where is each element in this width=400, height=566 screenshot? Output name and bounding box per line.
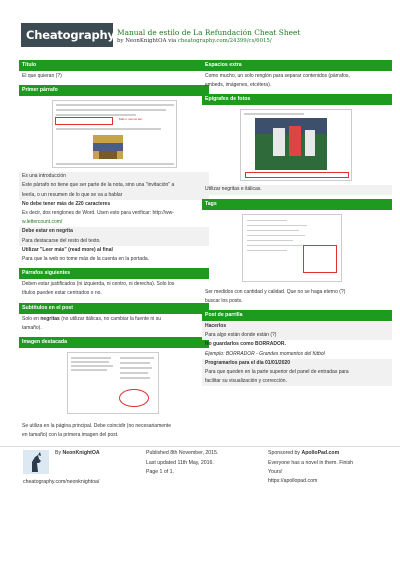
- section-titulo: [19, 60, 209, 81]
- tags-text: buscar los posts.: [205, 297, 243, 304]
- subtitulos-text: tamaño).: [22, 324, 42, 331]
- text-line: [71, 365, 113, 367]
- epigrafes-text: Utilizar negritas e itálicas.: [202, 185, 392, 194]
- rule-text: leerla, o un resumen de lo que se va a hablar: [19, 191, 209, 200]
- espacios-text: embeds, imágenes, etcétera).: [205, 82, 272, 89]
- author-avatar: [23, 450, 49, 474]
- section-header-subtitulos: Subtítulos en el post: [19, 303, 209, 314]
- text-line: [120, 377, 150, 379]
- bold-word: negritas: [40, 315, 60, 322]
- rule-text: Este párrafo no tiene que ser parte de la nota, sino una "invitación" a: [19, 181, 209, 190]
- rule-title: Hacerlos: [202, 322, 392, 331]
- text-line: [71, 361, 109, 363]
- rule-title: No debe tener más de 220 caracteres: [22, 200, 111, 207]
- rule-title: Es una introducción: [19, 172, 209, 181]
- rule-text: Para algo están donde están (?): [202, 331, 392, 340]
- tags-screenshot: [242, 214, 342, 282]
- lettercount-link[interactable]: w.lettercount.com/: [22, 219, 63, 226]
- author-profile-link[interactable]: cheatography.com/neonknightoa/: [23, 479, 100, 485]
- subtitulos-text: Solo en negritas (no utilizar itálicas, no cambiar la fuente ni su: [22, 315, 161, 322]
- text-line: [247, 230, 299, 232]
- text-line: [71, 369, 107, 371]
- text-line: [56, 128, 161, 130]
- sheet-url-link[interactable]: cheatography.com/24399/cs/6015/: [177, 38, 272, 44]
- titulo-text: El que quieran (?): [22, 73, 62, 79]
- right-column: [202, 60, 392, 386]
- rule-text: Para destacarse del resto del texto.: [19, 237, 209, 246]
- page-header: [0, 0, 400, 58]
- left-column: [19, 60, 209, 440]
- espacios-text: Como mucho, un solo renglón para separar contenidos (párrafos,: [205, 73, 350, 79]
- highlight-box: [55, 117, 113, 125]
- text-line: [247, 245, 302, 247]
- subtitle-prefix: by NeonKnightOA via: [117, 38, 178, 44]
- section-header-epigrafes: Epígrafes de fotos: [202, 94, 392, 105]
- knight-avatar-icon: [23, 450, 49, 474]
- section-tags: [202, 199, 392, 306]
- updated-date: Last updated 11th May, 2016.: [146, 460, 214, 466]
- football-photo: [255, 118, 327, 170]
- section-primer-parrafo: [19, 85, 209, 264]
- sponsor-prefix: Sponsored by: [268, 450, 302, 456]
- text-line: [120, 357, 154, 359]
- inline-photo: [93, 135, 123, 159]
- section-header-tags: Tags: [202, 199, 392, 210]
- section-header-primer-parrafo: Primer párrafo: [19, 85, 209, 96]
- cheatography-logo[interactable]: Cheatography: [21, 23, 113, 47]
- parrafos-text: títulos pueden estar centrados o no.: [22, 290, 102, 297]
- text-line: [247, 250, 287, 252]
- section-epigrafes: [202, 94, 392, 194]
- annotation-text: Más o menos así:: [119, 117, 143, 122]
- imagen-text: en tamaño) con la primera imagen del post.: [22, 432, 119, 439]
- section-imagen-destacada: [19, 337, 209, 440]
- parrafos-text: Deben estar justificados (ni izquierda, ni centro, ni derecha). Solo los: [22, 281, 175, 288]
- imagen-text: Se utiliza en la página principal. Debe coincidir (no necesariamente: [22, 423, 171, 430]
- text-line: [120, 372, 148, 374]
- caption-highlight: [245, 172, 349, 178]
- text-line: [56, 114, 136, 116]
- author-prefix: By: [55, 450, 63, 456]
- text-line: [56, 163, 174, 165]
- text-line: [247, 225, 307, 227]
- rule-title: Utilizar "Leer más" (read more) al final: [22, 246, 113, 253]
- section-espacios-extra: [202, 60, 392, 90]
- editor-screenshot: [52, 100, 177, 168]
- author-name[interactable]: NeonKnightOA: [62, 450, 100, 456]
- featured-image-screenshot: [67, 352, 159, 414]
- sponsor-text: Everyone has a novel in them. Finish: [268, 460, 354, 466]
- text-line: [247, 235, 305, 237]
- rule-title: No guardarlos como BORRADOR.: [205, 341, 286, 348]
- rule-text: [19, 209, 209, 218]
- rule-title: Debe estar en negrita: [19, 227, 209, 236]
- section-header-imagen-destacada: Imagen destacada: [19, 337, 209, 348]
- section-subtitulos: [19, 303, 209, 333]
- sheet-title: Manual de estilo de La Refundación Cheat Sheet: [117, 28, 301, 37]
- primer-parrafo-rows: [19, 172, 209, 264]
- section-header-espacios-extra: Espacios extra: [202, 60, 392, 71]
- rule-text: Para que queden en la parte superior del panel de entradas para: [202, 368, 392, 377]
- sponsor-line: [268, 450, 339, 458]
- sponsor-link[interactable]: https://apollopad.com: [268, 478, 318, 484]
- highlight-circle: [119, 389, 149, 407]
- text-line: [247, 240, 293, 242]
- tags-text: Ser medidos con cantidad y calidad. Que no se haga eterno (?): [205, 288, 346, 295]
- rule-title: Programarlos para el día 01/01/2020: [202, 359, 392, 368]
- text-line: [120, 362, 150, 364]
- rule-text-main: Es decir, dos renglones de Word. Usen esto para verificar: http://ww-: [22, 210, 174, 217]
- published-date: Published 8th November, 2015.: [146, 450, 219, 456]
- tags-highlight: [303, 245, 337, 273]
- page-count: Page 1 of 1.: [146, 469, 174, 475]
- text-line: [247, 220, 287, 222]
- text-line: [71, 357, 111, 359]
- section-header-titulo: Título: [19, 60, 209, 71]
- sponsor-text: Yours!: [268, 469, 283, 475]
- sponsor-name[interactable]: ApolloPad.com: [301, 450, 340, 456]
- section-parrafos-siguientes: [19, 268, 209, 298]
- section-header-post-parrilla: Post de parrilla: [202, 310, 392, 321]
- section-header-parrafos-siguientes: Párrafos siguientes: [19, 268, 209, 279]
- toolbar-line: [56, 104, 174, 106]
- author-line: [55, 450, 100, 458]
- rule-text: Para que la web no tome más de la cuenta en la portada.: [22, 256, 150, 263]
- text-line: [244, 113, 304, 115]
- toolbar-line: [56, 109, 166, 111]
- rule-text: facilitar su visualización y corrección.: [202, 377, 392, 386]
- rule-text: Ejemplo: BORRADOR - Grandes momentos del fútbol: [205, 350, 325, 357]
- sheet-subtitle: [117, 38, 272, 44]
- caption-screenshot: [240, 109, 352, 181]
- text-line: [120, 367, 152, 369]
- section-post-parrilla: [202, 310, 392, 386]
